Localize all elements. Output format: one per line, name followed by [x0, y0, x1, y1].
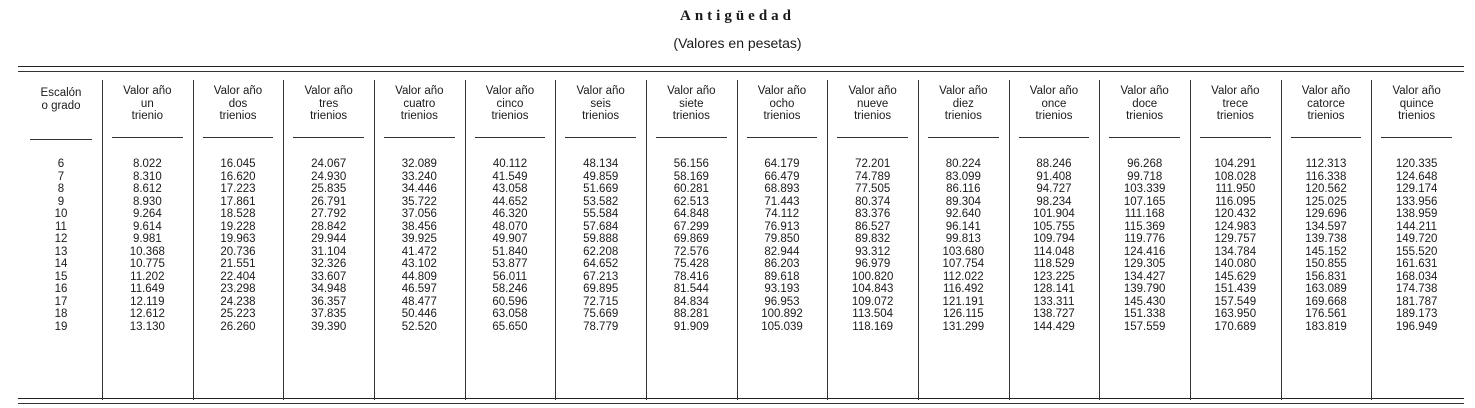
table-cell: 62.208	[583, 245, 619, 258]
table-cell: 66.479	[764, 170, 800, 183]
column-header: Valor año nueve trienios	[848, 85, 897, 122]
table-cell: 133.311	[1033, 295, 1075, 308]
header-underline	[112, 137, 183, 138]
table-cell: 118.529	[1033, 258, 1075, 270]
table-cell: 12.612	[129, 308, 165, 320]
table-cell: 9.614	[132, 220, 162, 233]
column-header: Valor año seis trienios	[576, 85, 625, 122]
table-cell: 105.755	[1033, 220, 1075, 233]
table-cell: 68.893	[764, 183, 800, 195]
table-cell: 41.549	[492, 170, 528, 183]
table-cell: 72.715	[583, 295, 619, 308]
table-cell: 53.877	[492, 258, 528, 270]
table-cell: 16.620	[220, 170, 256, 183]
table-cell: 31.104	[311, 245, 347, 258]
header-underline	[1019, 137, 1090, 138]
table-cell: 120.432	[1214, 208, 1257, 220]
table-cell: 103.680	[942, 245, 985, 258]
table-cell: 9.264	[132, 208, 162, 220]
table-cell: 10	[54, 208, 68, 220]
table-cell: 51.840	[492, 245, 528, 258]
table-cell: 157.559	[1123, 320, 1166, 333]
table-cell: 138.959	[1395, 208, 1438, 220]
table-cell: 35.722	[401, 195, 437, 208]
column-header: Valor año ocho trienios	[757, 85, 807, 122]
table-cell: 91.909	[673, 320, 709, 333]
table-cell: 131.299	[942, 320, 985, 333]
table-subtitle: (Valores en pesetas)	[673, 35, 802, 51]
column-header: Valor año catorce trienios	[1301, 85, 1351, 122]
table-cell: 48.477	[401, 295, 437, 308]
header-underline	[1200, 137, 1271, 138]
table-cell: 113.504	[852, 308, 894, 320]
table-cell: 44.809	[401, 270, 437, 283]
table-cell: 34.948	[311, 283, 347, 295]
table-cell: 111.168	[1124, 208, 1165, 220]
table-cell: 120.562	[1305, 183, 1347, 195]
table-cell: 22.404	[220, 270, 256, 283]
table-cell: 139.738	[1305, 233, 1347, 245]
table-cell: 74.112	[764, 208, 800, 220]
header-underline	[1109, 137, 1180, 138]
table-cell: 50.446	[401, 308, 437, 320]
table-column	[102, 85, 193, 333]
table-cell: 119.776	[1124, 233, 1166, 245]
table-cell: 93.312	[855, 245, 891, 258]
bottom-rule-1	[18, 398, 1464, 399]
table-cell: 75.428	[673, 258, 709, 270]
table-cell: 46.320	[492, 208, 528, 220]
table-column	[646, 85, 737, 333]
table-cell: 46.597	[401, 283, 437, 295]
table-column	[1009, 85, 1100, 333]
header-underline	[656, 137, 727, 138]
table-cell: 103.339	[1123, 183, 1166, 195]
table-cell: 170.689	[1214, 320, 1257, 333]
table-cell: 140.080	[1214, 258, 1257, 270]
table-column	[737, 85, 828, 333]
table-cell: 25.835	[311, 183, 347, 195]
table-column	[193, 85, 284, 333]
table-cell: 74.789	[855, 170, 891, 183]
table-cell: 96.141	[945, 220, 981, 233]
table-cell: 79.850	[764, 233, 800, 245]
table-cell: 19.963	[220, 233, 256, 245]
table-cell: 121.191	[942, 295, 985, 308]
table-cell: 20.736	[220, 245, 256, 258]
table-column	[1371, 85, 1462, 333]
table-cell: 15	[54, 270, 68, 283]
table-cell: 157.549	[1214, 295, 1257, 308]
header-underline	[837, 137, 908, 138]
table-cell: 10.368	[129, 245, 165, 258]
table-cell: 181.787	[1395, 295, 1438, 308]
table-cell: 123.225	[1033, 270, 1075, 283]
table-cell: 24.067	[311, 158, 347, 170]
table-cell: 101.904	[1033, 208, 1075, 220]
table-cell: 86.527	[855, 220, 891, 233]
table-cell: 125.025	[1305, 195, 1347, 208]
table-cell: 13.130	[129, 320, 165, 333]
table-cell: 69.869	[673, 233, 709, 245]
table-cell: 49.859	[583, 170, 619, 183]
table-cell: 126.115	[942, 308, 984, 320]
table-cell: 49.907	[492, 233, 528, 245]
table-cell: 9	[57, 195, 65, 208]
table-cell: 37.835	[311, 308, 347, 320]
table-title: Antigüedad	[679, 8, 796, 24]
table-cell: 104.291	[1214, 158, 1257, 170]
table-cell: 155.520	[1395, 245, 1438, 258]
table-cell: 83.376	[855, 208, 891, 220]
table-cell: 72.576	[673, 245, 709, 258]
table-cell: 65.650	[492, 320, 528, 333]
table-cell: 11	[55, 220, 67, 233]
table-cell: 14	[54, 258, 68, 270]
table-cell: 96.953	[764, 295, 800, 308]
table-cell: 89.832	[855, 233, 891, 245]
table-column	[1281, 85, 1372, 333]
header-underline	[565, 137, 636, 138]
table-cell: 27.792	[311, 208, 347, 220]
header-underline	[475, 137, 546, 138]
table-cell: 78.779	[583, 320, 619, 333]
table-cell: 145.430	[1123, 295, 1166, 308]
table-cell: 91.408	[1036, 170, 1072, 183]
table-cell: 60.281	[673, 183, 709, 195]
table-cell: 139.790	[1123, 283, 1166, 295]
table-cell: 108.028	[1214, 170, 1257, 183]
table-cell: 37.056	[401, 208, 437, 220]
table-cell: 144.429	[1033, 320, 1075, 333]
table-cell: 124.983	[1214, 220, 1257, 233]
table-cell: 11.202	[130, 270, 165, 283]
table-cell: 32.326	[311, 258, 347, 270]
table-cell: 10.775	[129, 258, 165, 270]
table-column	[374, 85, 465, 333]
table-cell: 26.260	[220, 320, 256, 333]
table-cell: 129.305	[1123, 258, 1166, 270]
column-header: Valor año once trienios	[1029, 85, 1079, 122]
table-column	[20, 85, 102, 333]
table-cell: 59.888	[583, 233, 619, 245]
table-cell: 145.152	[1305, 245, 1347, 258]
column-header: Valor año cuatro trienios	[395, 85, 444, 122]
header-underline	[384, 137, 455, 138]
column-header: Valor año un trienio	[123, 85, 172, 122]
table-cell: 100.892	[761, 308, 803, 320]
column-header: Valor año doce trienios	[1120, 85, 1169, 122]
column-header: Valor año trece trienios	[1211, 85, 1260, 122]
table-cell: 6	[57, 158, 65, 170]
header-underline	[293, 137, 364, 138]
table-cell: 94.727	[1036, 183, 1072, 195]
table-cell: 174.738	[1395, 283, 1438, 295]
table-cell: 34.446	[401, 183, 437, 195]
table-cell: 169.668	[1305, 295, 1347, 308]
table-cell: 189.173	[1395, 308, 1438, 320]
table-cell: 43.102	[401, 258, 437, 270]
table-cell: 48.070	[492, 220, 528, 233]
column-header: Valor año dos trienios	[213, 85, 263, 122]
table-cell: 67.213	[583, 270, 619, 283]
table-cell: 134.427	[1123, 270, 1166, 283]
table-cell: 19.228	[220, 220, 256, 233]
table-cell: 83.099	[945, 170, 981, 183]
table-cell: 52.520	[401, 320, 437, 333]
table-cell: 51.669	[583, 183, 619, 195]
table-cell: 17.223	[220, 183, 256, 195]
table-column	[1099, 85, 1190, 333]
table-cell: 8.310	[132, 170, 162, 183]
table-cell: 24.930	[311, 170, 347, 183]
table-cell: 67.299	[673, 220, 709, 233]
table-cell: 129.757	[1214, 233, 1257, 245]
table-cell: 7	[57, 170, 65, 183]
table-cell: 26.791	[311, 195, 347, 208]
table-cell: 80.224	[945, 158, 981, 170]
table-cell: 53.582	[583, 195, 619, 208]
table-cell: 129.696	[1305, 208, 1347, 220]
table-column	[465, 85, 556, 333]
table-cell: 28.842	[311, 220, 347, 233]
table-cell: 64.848	[673, 208, 709, 220]
table-cell: 128.141	[1033, 283, 1075, 295]
table-cell: 11.649	[130, 283, 165, 295]
table-cell: 107.754	[942, 258, 985, 270]
table-cell: 8.022	[132, 158, 162, 170]
header-underline	[747, 137, 818, 138]
table-cell: 36.357	[311, 295, 347, 308]
bottom-rule-2	[18, 403, 1464, 404]
table-cell: 112.313	[1305, 158, 1347, 170]
table-cell: 88.246	[1036, 158, 1072, 170]
table-cell: 41.472	[401, 245, 437, 258]
header-underline	[1291, 137, 1362, 138]
column-header: Escalón o grado	[40, 87, 82, 112]
table-cell: 69.895	[583, 283, 619, 295]
header-underline	[928, 137, 999, 138]
table-cell: 77.505	[855, 183, 891, 195]
table-cell: 18	[54, 308, 68, 320]
table-cell: 56.011	[492, 270, 528, 283]
table-cell: 134.597	[1305, 220, 1347, 233]
table-cell: 118.169	[852, 320, 894, 333]
table-cell: 56.156	[673, 158, 709, 170]
table-cell: 89.618	[764, 270, 800, 283]
table-cell: 12.119	[130, 295, 165, 308]
table-cell: 17	[54, 295, 68, 308]
table-cell: 105.039	[761, 320, 803, 333]
table-cell: 23.298	[220, 283, 256, 295]
table-cell: 163.089	[1305, 283, 1347, 295]
table-cell: 109.794	[1033, 233, 1075, 245]
table-cell: 89.304	[945, 195, 981, 208]
table-cell: 84.834	[673, 295, 709, 308]
table-cell: 32.089	[401, 158, 437, 170]
table-cell: 133.956	[1395, 195, 1438, 208]
table-cell: 39.925	[401, 233, 437, 245]
table-cell: 138.727	[1033, 308, 1075, 320]
table-cell: 124.416	[1123, 245, 1166, 258]
table-cell: 114.048	[1033, 245, 1075, 258]
table-cell: 58.169	[673, 170, 709, 183]
table-cell: 29.944	[311, 233, 347, 245]
table-cell: 107.165	[1123, 195, 1166, 208]
top-rule-1	[18, 66, 1464, 67]
table-cell: 58.246	[492, 283, 528, 295]
table-cell: 99.813	[945, 233, 981, 245]
table-cell: 115.369	[1124, 220, 1166, 233]
table-cell: 39.390	[311, 320, 347, 333]
table-cell: 8.930	[132, 195, 162, 208]
table-cell: 40.112	[492, 158, 528, 170]
table-cell: 112.022	[942, 270, 984, 283]
table-cell: 176.561	[1305, 308, 1347, 320]
table-cell: 86.116	[946, 183, 981, 195]
table-cell: 96.268	[1127, 158, 1163, 170]
table-cell: 93.193	[764, 283, 800, 295]
table-cell: 76.913	[764, 220, 800, 233]
table-cell: 163.950	[1214, 308, 1257, 320]
table-cell: 13	[54, 245, 68, 258]
table-cell: 144.211	[1396, 220, 1438, 233]
table-cell: 25.223	[220, 308, 256, 320]
table-cell: 183.819	[1305, 320, 1347, 333]
header-underline	[203, 137, 274, 138]
table-cell: 86.203	[764, 258, 800, 270]
table-cell: 63.058	[492, 308, 528, 320]
table-cell: 150.855	[1305, 258, 1347, 270]
table-cell: 62.513	[673, 195, 709, 208]
header-underline	[1381, 137, 1452, 138]
table-cell: 64.652	[583, 258, 619, 270]
column-header: Valor año diez trienios	[939, 85, 988, 122]
table-cell: 12	[54, 233, 68, 245]
table-cell: 57.684	[583, 220, 619, 233]
table-cell: 48.134	[583, 158, 619, 170]
column-header: Valor año siete trienios	[667, 85, 716, 122]
table-cell: 96.979	[855, 258, 891, 270]
table-cell: 33.607	[311, 270, 347, 283]
table-column	[918, 85, 1009, 333]
table-cell: 116.095	[1214, 195, 1256, 208]
table-cell: 78.416	[673, 270, 709, 283]
table-cell: 17.861	[220, 195, 256, 208]
table-cell: 21.551	[220, 258, 256, 270]
table-cell: 33.240	[401, 170, 437, 183]
table-cell: 100.820	[851, 270, 894, 283]
table-cell: 88.281	[673, 308, 709, 320]
table-cell: 16.045	[220, 158, 256, 170]
table-cell: 19	[54, 320, 68, 333]
table-cell: 80.374	[855, 195, 891, 208]
table-cell: 161.631	[1395, 258, 1438, 270]
table-cell: 151.439	[1214, 283, 1257, 295]
top-rule-2	[18, 71, 1464, 72]
column-header: Valor año tres trienios	[304, 85, 353, 122]
table-cell: 64.179	[764, 158, 800, 170]
table-cell: 75.669	[583, 308, 619, 320]
table-cell: 99.718	[1127, 170, 1163, 183]
table-cell: 72.201	[855, 158, 891, 170]
table-cell: 60.596	[492, 295, 528, 308]
table-cell: 16	[54, 283, 68, 295]
table-cell: 168.034	[1395, 270, 1438, 283]
table-column	[827, 85, 918, 333]
column-header: Valor año cinco trienios	[485, 85, 535, 122]
table-cell: 38.456	[401, 220, 437, 233]
table-cell: 151.338	[1123, 308, 1166, 320]
table-cell: 71.443	[764, 195, 800, 208]
table-cell: 81.544	[673, 283, 709, 295]
table-cell: 124.648	[1395, 170, 1438, 183]
table-cell: 149.720	[1395, 233, 1438, 245]
table-cell: 196.949	[1395, 320, 1438, 333]
table-cell: 145.629	[1214, 270, 1257, 283]
table-cell: 55.584	[583, 208, 619, 220]
table-cell: 104.843	[851, 283, 894, 295]
table-column	[283, 85, 374, 333]
table-cell: 129.174	[1395, 183, 1438, 195]
table-cell: 98.234	[1036, 195, 1072, 208]
table-cell: 134.784	[1214, 245, 1257, 258]
table-cell: 8	[57, 183, 65, 195]
column-header: Valor año quince trienios	[1392, 85, 1441, 122]
table-cell: 116.492	[942, 283, 984, 295]
table-cell: 116.338	[1305, 170, 1347, 183]
table-cell: 43.058	[492, 183, 528, 195]
header-underline	[30, 139, 92, 140]
table-cell: 120.335	[1395, 158, 1438, 170]
table-cell: 24.238	[220, 295, 256, 308]
table-cell: 156.831	[1305, 270, 1347, 283]
table-column	[555, 85, 646, 333]
table-cell: 109.072	[851, 295, 894, 308]
table-cell: 111.950	[1215, 183, 1256, 195]
table-cell: 9.981	[132, 233, 162, 245]
table-cell: 44.652	[492, 195, 528, 208]
table-cell: 8.612	[132, 183, 162, 195]
table-column	[1190, 85, 1281, 333]
table-cell: 18.528	[220, 208, 256, 220]
table-cell: 92.640	[945, 208, 981, 220]
table-cell: 82.944	[764, 245, 800, 258]
